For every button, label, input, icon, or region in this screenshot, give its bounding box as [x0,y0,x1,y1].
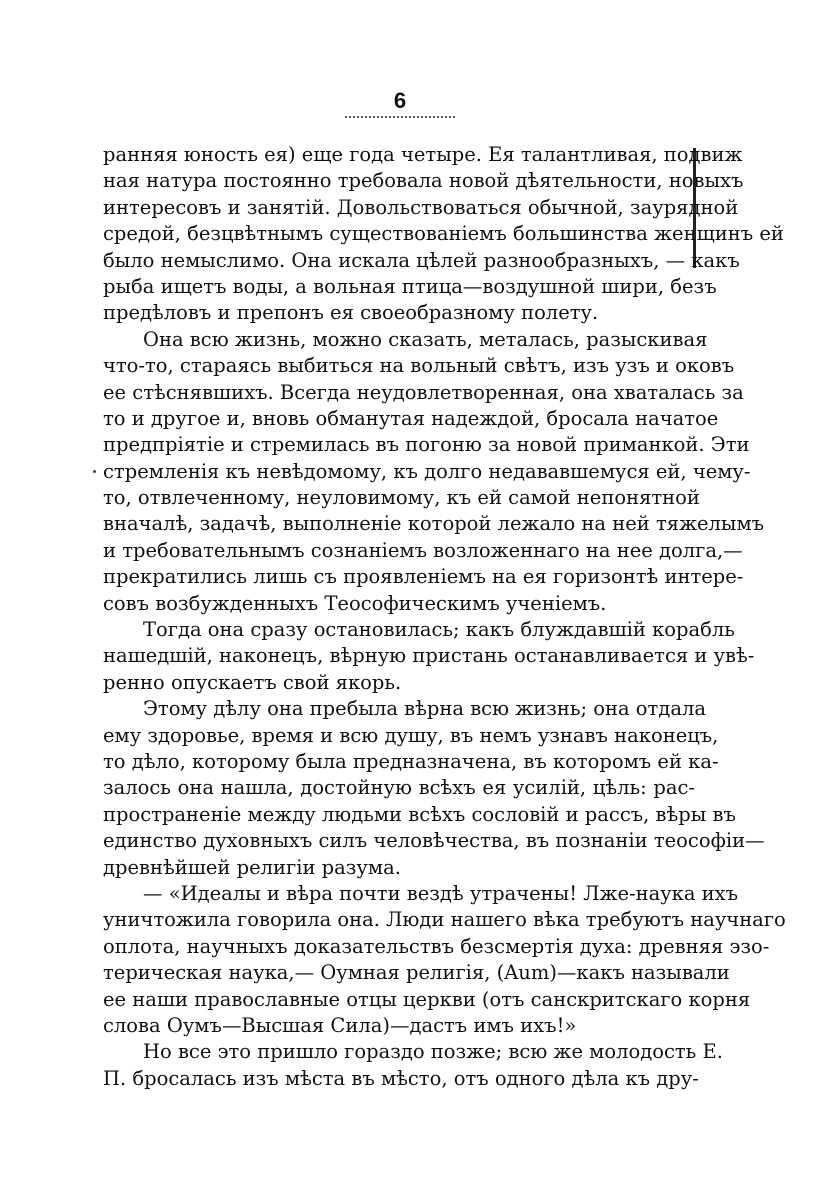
text-line: Тогда она сразу остановилась; какъ блуждавшій корабль [143,618,735,642]
text-line: Она всю жизнь, можно сказать, металась, разыскивая [143,327,708,351]
text-line: терическая наука,— Оумная религія, (Aum)—какъ называли [103,961,730,985]
header-rule [345,116,455,118]
text-line: древнѣйшей религіи разума. [103,855,401,879]
text-line: рыба ищетъ воды, а вольная птица—воздушной шири, безъ [103,274,717,298]
text-line: П. бросалась изъ мѣста въ мѣсто, отъ одного дѣла къ дру- [103,1066,699,1090]
text-line: ему здоровье, время и всю душу, въ немъ узнавъ наконецъ, [103,723,719,747]
text-line: что-то, стараясь выбиться на вольный свѣтъ, изъ узъ и оковъ [103,354,735,378]
text-line: ранняя юность ея) еще года четыре. Ея талантливая, подвиж [103,143,743,166]
page-number: 6 [393,88,407,113]
text-line: оплота, научныхъ доказательствъ безсмертія духа: древняя эзо- [103,934,770,958]
text-line: и требовательнымъ сознаніемъ возложеннаго на нее долга,— [103,538,743,562]
text-line: то дѣло, которому была предназначена, въ которомъ ей ка- [103,749,719,773]
margin-speck [93,470,96,473]
text-line: было немыслимо. Она искала цѣлей разнообразныхъ, — какъ [103,248,740,272]
text-line: средой, безцвѣтнымъ существованіемъ большинства женщинъ ей [103,222,784,246]
text-line: слова Оумъ—Высшая Сила)—дастъ имъ ихъ!» [103,1013,577,1037]
text-line: предѣловъ и препонъ ея своеобразному полету. [103,301,599,325]
text-line: стремленія къ невѣдомому, къ долго недававшемуся ей, чему- [103,459,751,483]
text-line: прекратились лишь съ проявленіемъ на ея горизонтѣ интере- [103,565,744,589]
body-text [103,142,786,1092]
text-line: ная натура постоянно требовала новой дѣятельности, новыхъ [103,169,744,193]
text-line: совъ возбужденныхъ Теософическимъ ученіемъ. [103,591,607,615]
text-line: пространеніе между людьми всѣхъ сословій и рассъ, вѣры въ [103,802,736,826]
text-line: то и другое и, вновь обманутая надеждой, бросала начатое [103,406,719,430]
text-line: Но все это пришло гораздо позже; всю же молодость Е. [143,1040,723,1064]
text-line: ее стѣснявшихъ. Всегда неудовлетворенная, она хваталась за [103,380,744,404]
text-line: залось она нашла, достойную всѣхъ ея усилій, цѣль: рас- [103,776,695,800]
text-line: ренно опускаетъ свой якорь. [103,670,402,694]
text-line: ее наши православные отцы церкви (отъ санскритскаго корня [103,987,751,1011]
text-line: предпріятіе и стремилась въ погоню за новой приманкой. Эти [103,433,750,457]
text-line: — «Идеалы и вѣра почти вездѣ утрачены! Лже-наука ихъ [143,881,739,905]
text-line: интересовъ и занятій. Довольствоваться обычной, заурядной [103,195,739,219]
text-line: уничтожила говорила она. Люди нашего вѣка требуютъ научнаго [103,908,786,932]
text-line: вначалѣ, задачѣ, выполненіе которой лежало на ней тяжелымъ [103,512,765,536]
text-line: Этому дѣлу она пребыла вѣрна всю жизнь; она отдала [143,697,706,721]
text-line: нашедшій, наконецъ, вѣрную пристань останавливается и увѣ- [103,644,755,668]
text-line: единство духовныхъ силъ человѣчества, въ познаніи теософіи— [103,829,765,853]
text-line: то, отвлеченному, неуловимому, къ ей самой непонятной [103,486,700,510]
